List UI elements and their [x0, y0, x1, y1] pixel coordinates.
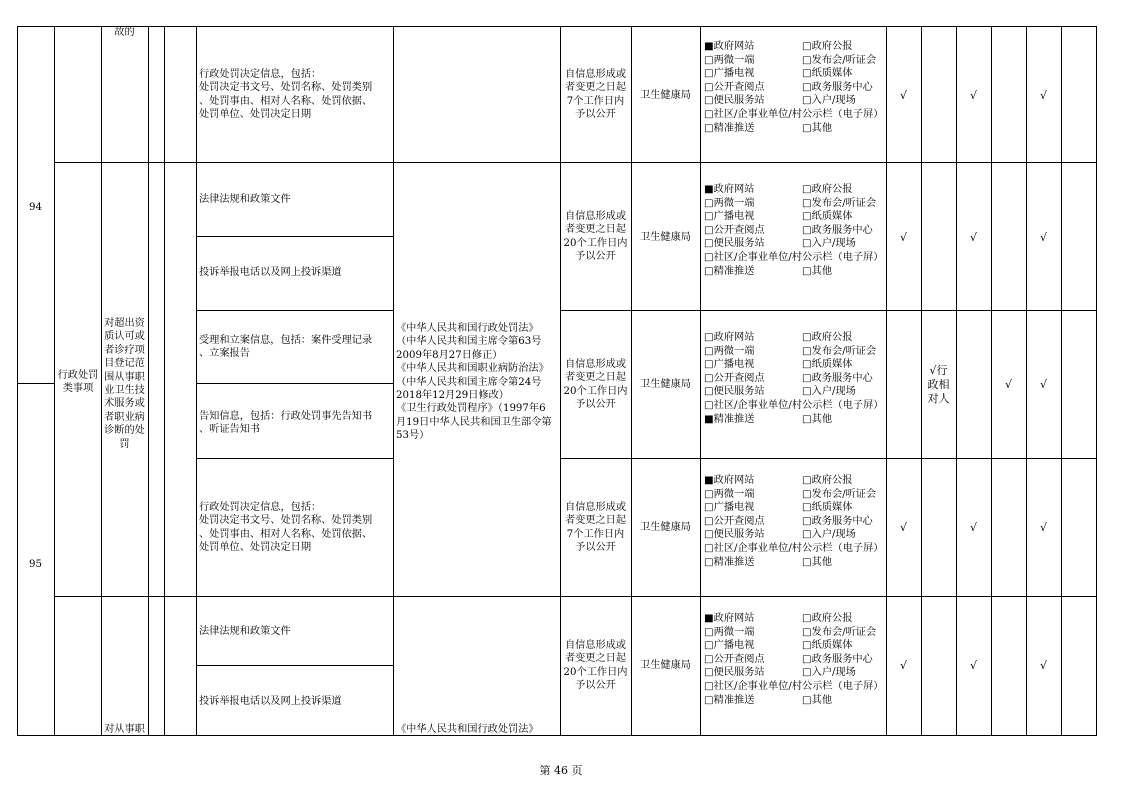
publish-channel-row: [704, 694, 886, 708]
publish-channel-row: [704, 183, 886, 197]
checkbox-option[interactable]: □其他: [802, 265, 833, 277]
checkbox-option[interactable]: □其他: [802, 413, 833, 425]
page-number: 第 46 页: [539, 764, 583, 777]
agency-cell: 卫生健康局: [640, 522, 691, 533]
checkbox-option[interactable]: □政务服务中心: [802, 653, 873, 665]
checkbox-option[interactable]: □社区/企事业单位/村公示栏（电子屏）: [704, 251, 884, 263]
checkbox-option[interactable]: □两微一端: [704, 54, 755, 66]
publish-channel-list: [704, 474, 886, 569]
content-cell: 法律法规和政策文件: [199, 194, 291, 205]
checkbox-option[interactable]: □精准推送: [704, 694, 755, 706]
checkbox-option[interactable]: □广播电视: [704, 502, 755, 514]
checkbox-option[interactable]: □政务服务中心: [802, 81, 873, 93]
publish-channel-row: [704, 265, 886, 279]
checkbox-option[interactable]: □发布会/听证会: [802, 626, 877, 638]
row-divider: [196, 383, 393, 384]
publish-channel-row: [704, 653, 886, 667]
checkbox-option[interactable]: □政务服务中心: [802, 515, 873, 527]
publish-channel-list: [704, 40, 886, 135]
item-name: 对超出资 质认可或 者诊疗项 目登记范 围从事职 业卫生技 术服务或 者职业病 诊断的处 罚: [104, 318, 145, 450]
publish-channel-row: [704, 358, 886, 372]
content-cell: 投诉举报电话以及网上投诉渠道: [199, 267, 342, 278]
check-mark: √: [1004, 378, 1012, 391]
checkbox-option[interactable]: □政府公报: [802, 41, 853, 52]
publish-channel-row: [704, 224, 886, 238]
publish-channel-row: [704, 94, 886, 108]
publish-channel-row: [704, 501, 886, 515]
publish-channel-row: [704, 210, 886, 224]
checkbox-option[interactable]: □纸质媒体: [802, 640, 853, 652]
checkbox-option[interactable]: □其他: [802, 694, 833, 706]
col-divider: [196, 26, 197, 736]
time-limit-cell: 自信息形成或 者变更之日起 20个工作日内 予以公开: [563, 359, 628, 411]
publish-channel-row: [704, 81, 886, 95]
publish-channel-row: [704, 528, 886, 542]
publish-channel-row: [704, 122, 886, 136]
checkbox-option[interactable]: □广播电视: [704, 359, 755, 371]
checkbox-option[interactable]: □广播电视: [704, 640, 755, 652]
content-cell: 告知信息，包括：行政处罚事先告知书 、听证告知书: [199, 411, 373, 436]
row-divider: [196, 310, 393, 311]
legal-basis-cell: 《中华人民共和国行政处罚法》: [396, 724, 539, 735]
checkbox-option[interactable]: □广播电视: [704, 211, 755, 223]
checkbox-option[interactable]: □入户/现场: [802, 667, 856, 679]
publish-channel-row: [704, 488, 886, 502]
table-top-border: [17, 26, 1097, 27]
publish-channel-row: [704, 197, 886, 211]
checkbox-option-checked[interactable]: ■政府网站: [704, 184, 755, 195]
checkbox-option-checked[interactable]: ■政府网站: [704, 475, 755, 486]
row-divider: [54, 162, 1097, 163]
col-divider: [886, 26, 887, 736]
checkbox-option[interactable]: □入户/现场: [802, 529, 856, 541]
content-cell: 法律法规和政策文件: [199, 626, 291, 637]
checkbox-option[interactable]: □纸质媒体: [802, 68, 853, 80]
check-mark: √: [969, 521, 977, 534]
checkbox-option[interactable]: □便民服务站: [704, 238, 765, 250]
publish-channel-list: [704, 612, 886, 707]
table-bottom-border: [17, 735, 1097, 736]
check-mark-admin-counterpart: √行 政相 对人: [927, 364, 950, 405]
row-number: 95: [29, 559, 42, 570]
checkbox-option[interactable]: □公开查阅点: [704, 372, 765, 384]
row-number: 94: [29, 202, 42, 213]
check-mark: √: [899, 659, 907, 672]
time-limit-cell: 自信息形成或 者变更之日起 20个工作日内 予以公开: [563, 640, 628, 692]
checkbox-option[interactable]: □便民服务站: [704, 529, 765, 541]
checkbox-option[interactable]: □政务服务中心: [802, 224, 873, 236]
checkbox-option[interactable]: □精准推送: [704, 556, 755, 568]
publish-channel-row: [704, 680, 886, 694]
content-cell: 投诉举报电话以及网上投诉渠道: [199, 696, 342, 707]
item-name-partial: 对从事职: [104, 724, 145, 735]
publish-channel-row: [704, 331, 886, 345]
checkbox-option-checked[interactable]: ■政府网站: [704, 41, 755, 52]
check-mark: √: [899, 521, 907, 534]
publish-channel-row: [704, 612, 886, 626]
checkbox-option[interactable]: □两微一端: [704, 197, 755, 209]
checkbox-option[interactable]: □发布会/听证会: [802, 345, 877, 357]
col-divider: [956, 26, 957, 736]
agency-cell: 卫生健康局: [640, 660, 691, 671]
check-mark: √: [1039, 521, 1047, 534]
publish-channel-row: [704, 54, 886, 68]
agency-cell: 卫生健康局: [640, 232, 691, 243]
checkbox-option[interactable]: □公开查阅点: [704, 515, 765, 527]
agency-cell: 卫生健康局: [640, 379, 691, 390]
checkbox-option[interactable]: □广播电视: [704, 68, 755, 80]
checkbox-option[interactable]: □公开查阅点: [704, 653, 765, 665]
checkbox-option[interactable]: □发布会/听证会: [802, 197, 877, 209]
col-divider: [54, 26, 55, 736]
publish-channel-list: [704, 331, 886, 426]
checkbox-option[interactable]: □纸质媒体: [802, 359, 853, 371]
agency-cell: 卫生健康局: [640, 90, 691, 101]
row-divider: [54, 596, 1097, 597]
publish-channel-row: [704, 40, 886, 54]
col-divider: [164, 26, 165, 736]
legal-basis-cell: 《中华人民共和国行政处罚法》 （中华人民共和国主席令第63号 2009年8月27日修正） 《中华人民共和国职业病防治法》 （中华人民共和国主席令第24号 2018年12月29日修改） 《卫生行政处罚程序》（1997年6 月19日中华人民共和国卫生部令第 53号）: [396, 323, 552, 442]
checkbox-option[interactable]: □两微一端: [704, 626, 755, 638]
row-divider: [17, 383, 54, 384]
col-divider: [700, 26, 701, 736]
row-divider: [196, 665, 393, 666]
check-mark: √: [899, 231, 907, 244]
checkbox-option[interactable]: □纸质媒体: [802, 211, 853, 223]
checkbox-option[interactable]: □便民服务站: [704, 386, 765, 398]
publish-channel-row: [704, 67, 886, 81]
row-divider: [196, 458, 393, 459]
row-divider: [196, 236, 393, 237]
checkbox-option[interactable]: □社区/企事业单位/村公示栏（电子屏）: [704, 542, 884, 554]
publish-channel-row: [704, 556, 886, 570]
check-mark: √: [969, 659, 977, 672]
checkbox-option[interactable]: □其他: [802, 122, 833, 134]
time-limit-cell: 自信息形成或 者变更之日起 7个工作日内 予以公开: [564, 502, 627, 554]
publish-channel-row: [704, 542, 886, 556]
content-cell: 行政处罚决定信息，包括： 处罚决定书文号、处罚名称、处罚类别 、处罚事由、相对人名称、处罚依据、 处罚单位、处罚决定日期: [199, 69, 373, 121]
time-limit-cell: 自信息形成或 者变更之日起 20个工作日内 予以公开: [563, 211, 628, 263]
publish-channel-row: [704, 515, 886, 529]
publish-channel-row: [704, 372, 886, 386]
item-name-partial: 故的: [114, 27, 135, 38]
checkbox-option[interactable]: □政务服务中心: [802, 372, 873, 384]
publish-channel-row: [704, 251, 886, 265]
publish-channel-row: [704, 474, 886, 488]
check-mark: √: [969, 231, 977, 244]
publish-channel-row: [704, 399, 886, 413]
checkbox-option[interactable]: □两微一端: [704, 345, 755, 357]
row-divider: [560, 310, 1097, 311]
category-cell: 行政处罚类事项: [57, 370, 99, 395]
publish-channel-row: [704, 666, 886, 680]
checkbox-option-checked[interactable]: ■政府网站: [704, 613, 755, 624]
checkbox-option[interactable]: □社区/企事业单位/村公示栏（电子屏）: [704, 108, 884, 120]
col-divider: [393, 26, 394, 736]
check-mark: √: [899, 89, 907, 102]
content-cell: 受理和立案信息，包括：案件受理记录 、立案报告: [199, 335, 373, 360]
check-mark: √: [1039, 659, 1047, 672]
checkbox-option[interactable]: □社区/企事业单位/村公示栏（电子屏）: [704, 399, 884, 411]
checkbox-option[interactable]: □政府网站: [704, 332, 755, 343]
checkbox-option[interactable]: □公开查阅点: [704, 224, 765, 236]
checkbox-option[interactable]: □入户/现场: [802, 238, 856, 250]
checkbox-option[interactable]: □社区/企事业单位/村公示栏（电子屏）: [704, 680, 884, 692]
publish-channel-row: [704, 108, 886, 122]
col-divider: [17, 26, 18, 736]
check-mark: √: [1039, 89, 1047, 102]
checkbox-option[interactable]: □便民服务站: [704, 95, 765, 107]
checkbox-option[interactable]: □便民服务站: [704, 667, 765, 679]
check-mark: √: [1039, 231, 1047, 244]
publish-channel-row: [704, 626, 886, 640]
checkbox-option[interactable]: □精准推送: [704, 122, 755, 134]
col-divider: [1061, 26, 1062, 736]
check-mark: √: [1039, 378, 1047, 391]
checkbox-option[interactable]: □政府公报: [802, 332, 853, 343]
check-mark: √: [969, 89, 977, 102]
checkbox-option[interactable]: □政府公报: [802, 613, 853, 624]
publish-channel-row: [704, 413, 886, 427]
checkbox-option[interactable]: □两微一端: [704, 488, 755, 500]
publish-channel-row: [704, 385, 886, 399]
checkbox-option-checked[interactable]: ■精准推送: [704, 413, 755, 425]
col-divider: [1096, 26, 1097, 736]
checkbox-option[interactable]: □纸质媒体: [802, 502, 853, 514]
content-cell: 行政处罚决定信息，包括： 处罚决定书文号、处罚名称、处罚类别 、处罚事由、相对人名称、处罚依据、 处罚单位、处罚决定日期: [199, 502, 373, 554]
row-divider: [560, 458, 1097, 459]
checkbox-option[interactable]: □发布会/听证会: [802, 488, 877, 500]
checkbox-option[interactable]: □政府公报: [802, 184, 853, 195]
checkbox-option[interactable]: □其他: [802, 556, 833, 568]
publish-channel-row: [704, 237, 886, 251]
checkbox-option[interactable]: □发布会/听证会: [802, 54, 877, 66]
checkbox-option[interactable]: □政府公报: [802, 475, 853, 486]
checkbox-option[interactable]: □入户/现场: [802, 386, 856, 398]
checkbox-option[interactable]: □精准推送: [704, 265, 755, 277]
checkbox-option[interactable]: □公开查阅点: [704, 81, 765, 93]
col-divider: [148, 26, 149, 736]
publish-channel-list: [704, 183, 886, 278]
checkbox-option[interactable]: □入户/现场: [802, 95, 856, 107]
time-limit-cell: 自信息形成或 者变更之日起 7个工作日内 予以公开: [564, 69, 627, 121]
publish-channel-row: [704, 345, 886, 359]
publish-channel-row: [704, 639, 886, 653]
